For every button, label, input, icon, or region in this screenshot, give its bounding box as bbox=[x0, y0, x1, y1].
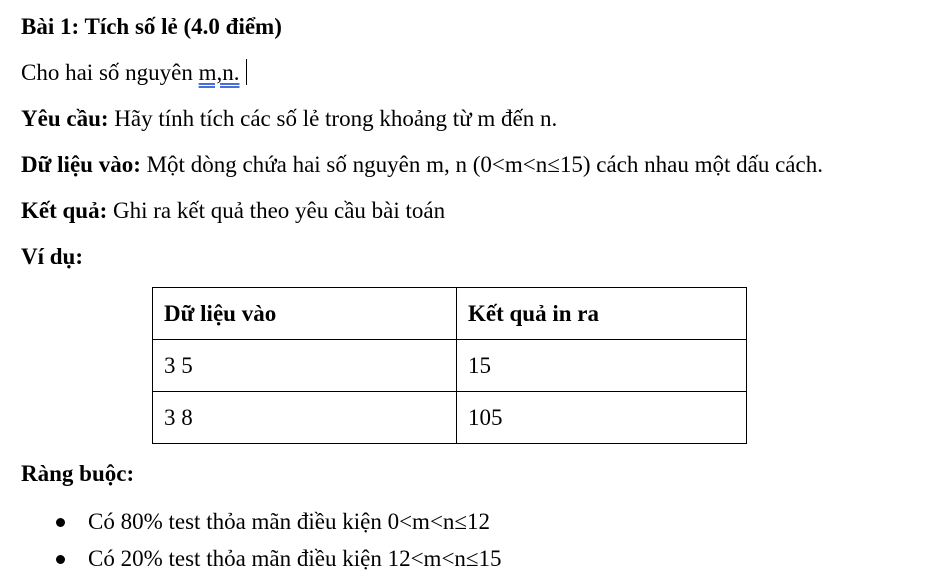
constraints-heading: Ràng buộc: bbox=[21, 461, 135, 486]
problem-title: Bài 1: Tích số lẻ (4.0 điểm) bbox=[21, 14, 282, 39]
list-item bbox=[0, 506, 502, 543]
table-row bbox=[153, 392, 747, 444]
table-cell-output: 15 bbox=[457, 340, 747, 392]
table-cell-input: 3 8 bbox=[153, 392, 457, 444]
output-spec-label: Kết quả: bbox=[21, 198, 108, 223]
table-header-input: Dữ liệu vào bbox=[153, 288, 457, 340]
table-row bbox=[153, 340, 747, 392]
intro-text: Cho hai số nguyên bbox=[21, 60, 199, 85]
requirement-label: Yêu cầu: bbox=[21, 106, 109, 131]
table-cell-input: 3 5 bbox=[153, 340, 457, 392]
text-cursor bbox=[246, 59, 247, 85]
output-spec-text: Ghi ra kết quả theo yêu cầu bài toán bbox=[107, 198, 446, 223]
intro-variables: m,n. bbox=[198, 60, 240, 85]
list-item bbox=[0, 543, 502, 580]
table-cell-output: 105 bbox=[457, 392, 747, 444]
bullet-icon bbox=[56, 555, 65, 564]
input-spec-text: Một dòng chứa hai số nguyên m, n (0<m<n≤15) cách nhau một dấu cách. bbox=[140, 152, 823, 177]
intro-line bbox=[21, 59, 247, 87]
constraint-text: Có 80% test thỏa mãn điều kiện 0<m<n≤12 bbox=[88, 509, 491, 534]
constraints-list bbox=[0, 506, 502, 580]
requirement-line bbox=[21, 105, 557, 133]
table-header-row bbox=[153, 288, 747, 340]
input-spec-line bbox=[21, 151, 823, 179]
table-header-output: Kết quả in ra bbox=[457, 288, 747, 340]
constraint-text: Có 20% test thỏa mãn điều kiện 12<m<n≤15 bbox=[88, 546, 502, 571]
example-heading: Ví dụ: bbox=[21, 244, 83, 269]
output-spec-line bbox=[21, 197, 445, 225]
input-spec-label: Dữ liệu vào: bbox=[21, 152, 141, 177]
requirement-text: Hãy tính tích các số lẻ trong khoảng từ m đến n. bbox=[108, 106, 558, 131]
example-table bbox=[152, 287, 747, 444]
bullet-icon bbox=[56, 518, 65, 527]
